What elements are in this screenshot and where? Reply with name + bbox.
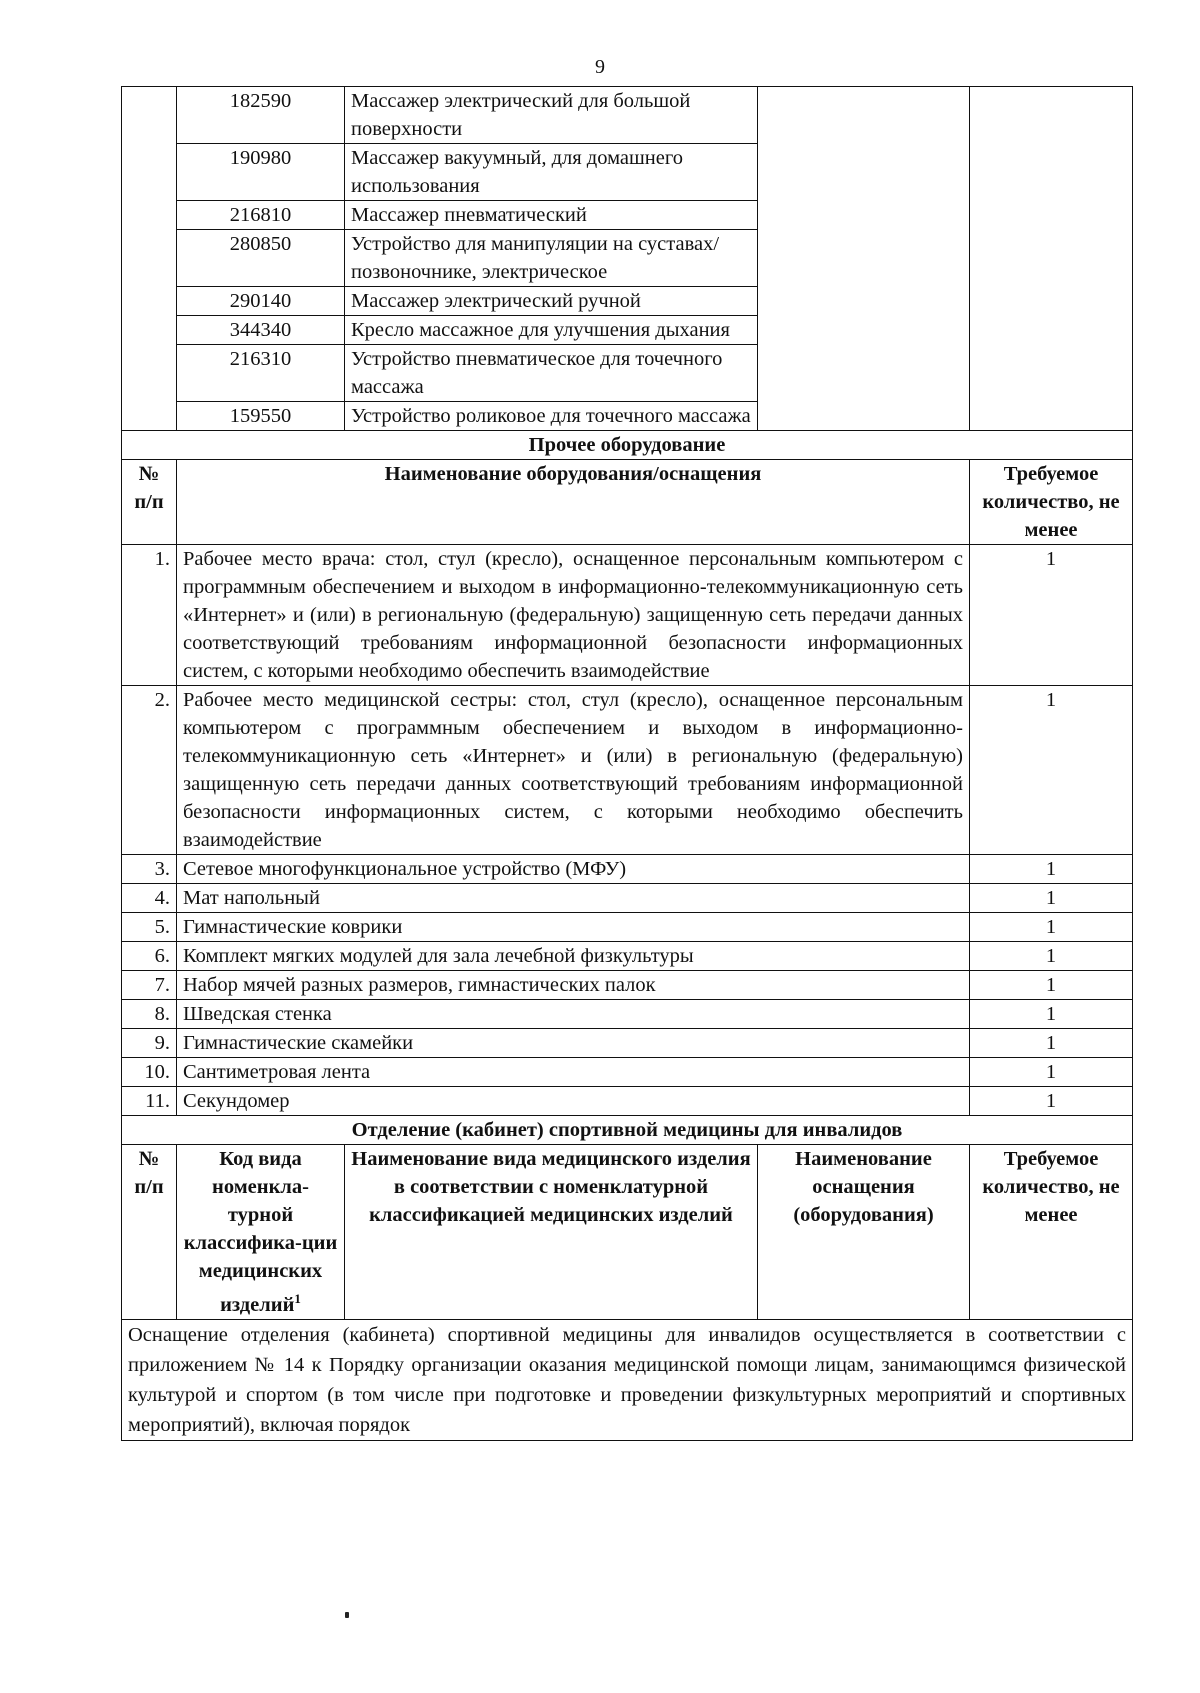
row-number: 10.: [122, 1058, 177, 1087]
section-title-sports: Отделение (кабинет) спортивной медицины для инвалидов: [122, 1116, 1133, 1145]
other-header-row: [122, 460, 1133, 545]
other-row: [122, 545, 1133, 686]
device-name: Кресло массажное для улучшения дыхания: [345, 316, 758, 345]
no-cell-empty: [122, 87, 177, 431]
other-row: [122, 1029, 1133, 1058]
row-qty: 1: [970, 1058, 1133, 1087]
device-name: Массажер вакуумный, для домашнего использования: [345, 144, 758, 201]
other-row: [122, 884, 1133, 913]
sports-note: Оснащение отделения (кабинета) спортивной медицины для инвалидов осуществляется в соответствии с приложением № 14 к Порядку организации оказания медицинской помощи лицам, занимающимся физической культурой и спортом (в том числе при подготовке и проведении физкультурных мероприятий и спортивных мероприятий), включая порядок: [122, 1319, 1133, 1440]
row-qty: 1: [970, 1000, 1133, 1029]
device-name: Устройство для манипуляции на суставах/позвоночнике, электрическое: [345, 230, 758, 287]
row-name: Секундомер: [177, 1087, 970, 1116]
other-row: [122, 971, 1133, 1000]
row-number: 2.: [122, 686, 177, 855]
equipment-table: [121, 86, 1133, 1441]
device-code: 159550: [177, 402, 345, 431]
other-row: [122, 942, 1133, 971]
row-qty: 1: [970, 1029, 1133, 1058]
device-code: 216810: [177, 201, 345, 230]
row-name: Комплект мягких модулей для зала лечебной физкультуры: [177, 942, 970, 971]
header-equipment: Наименование оснащения (оборудования): [758, 1145, 970, 1320]
sports-header-row: [122, 1145, 1133, 1320]
row-name: Рабочее место медицинской сестры: стол, стул (кресло), оснащенное персональным компьютером с программным обеспечением и выходом в информационно-телекоммуникационную сеть «Интернет» и (или) в региональную (федеральную) защищенную сеть передачи данных соответствующий требованиям информационной безопасности информационных систем, с которыми необходимо обеспечить взаимодействие: [177, 686, 970, 855]
row-name: Сетевое многофункциональное устройство (МФУ): [177, 855, 970, 884]
header-no: № п/п: [122, 460, 177, 545]
row-number: 4.: [122, 884, 177, 913]
other-row: [122, 1000, 1133, 1029]
device-code: 344340: [177, 316, 345, 345]
device-row: [122, 87, 1133, 144]
row-qty: 1: [970, 686, 1133, 855]
other-row: [122, 1087, 1133, 1116]
row-name: Гимнастические скамейки: [177, 1029, 970, 1058]
device-name: Устройство роликовое для точечного массажа: [345, 402, 758, 431]
header-no: № п/п: [122, 1145, 177, 1320]
page-number: 9: [595, 56, 605, 78]
device-code: 216310: [177, 345, 345, 402]
row-qty: 1: [970, 913, 1133, 942]
row-qty: 1: [970, 855, 1133, 884]
device-code: 190980: [177, 144, 345, 201]
equip-cell-empty: [758, 87, 970, 431]
row-name: Сантиметровая лента: [177, 1058, 970, 1087]
row-qty: 1: [970, 884, 1133, 913]
header-code: [177, 1145, 345, 1320]
header-equipment-name: Наименование оборудования/оснащения: [177, 460, 970, 545]
row-number: 6.: [122, 942, 177, 971]
note-row: [122, 1319, 1133, 1440]
row-name: Рабочее место врача: стол, стул (кресло), оснащенное персональным компьютером с программным обеспечением и выходом в информационно-телекоммуникационную сеть «Интернет» и (или) в региональную (федеральную) защищенную сеть передачи данных соответствующий требованиям информационной безопасности информационных систем, с которыми необходимо обеспечить взаимодействие: [177, 545, 970, 686]
section-title-row: [122, 431, 1133, 460]
header-device-name: Наименование вида медицинского изделия в соответствии с номенклатурной классификацией медицинских изделий: [345, 1145, 758, 1320]
qty-cell-empty: [970, 87, 1133, 431]
header-qty: Требуемое количество, не менее: [970, 460, 1133, 545]
section-title-other: Прочее оборудование: [122, 431, 1133, 460]
row-qty: 1: [970, 1087, 1133, 1116]
device-name: Массажер электрический для большой поверхности: [345, 87, 758, 144]
header-qty: Требуемое количество, не менее: [970, 1145, 1133, 1320]
device-name: Устройство пневматическое для точечного массажа: [345, 345, 758, 402]
footnote-mark: 1: [294, 1291, 301, 1306]
device-code: 290140: [177, 287, 345, 316]
device-code: 280850: [177, 230, 345, 287]
device-name: Массажер пневматический: [345, 201, 758, 230]
row-number: 7.: [122, 971, 177, 1000]
section-title-row: [122, 1116, 1133, 1145]
row-name: Мат напольный: [177, 884, 970, 913]
row-name: Гимнастические коврики: [177, 913, 970, 942]
row-number: 8.: [122, 1000, 177, 1029]
device-name: Массажер электрический ручной: [345, 287, 758, 316]
row-number: 11.: [122, 1087, 177, 1116]
header-code-text: Код вида номенкла-турной классифика-ции медицинских изделий: [183, 1148, 338, 1316]
device-code: 182590: [177, 87, 345, 144]
row-number: 9.: [122, 1029, 177, 1058]
row-number: 5.: [122, 913, 177, 942]
row-qty: 1: [970, 545, 1133, 686]
row-number: 1.: [122, 545, 177, 686]
row-name: Шведская стенка: [177, 1000, 970, 1029]
other-row: [122, 1058, 1133, 1087]
other-row: [122, 855, 1133, 884]
row-qty: 1: [970, 971, 1133, 1000]
row-name: Набор мячей разных размеров, гимнастических палок: [177, 971, 970, 1000]
row-qty: 1: [970, 942, 1133, 971]
row-number: 3.: [122, 855, 177, 884]
other-row: [122, 913, 1133, 942]
stray-mark: [345, 1612, 349, 1618]
other-row: [122, 686, 1133, 855]
